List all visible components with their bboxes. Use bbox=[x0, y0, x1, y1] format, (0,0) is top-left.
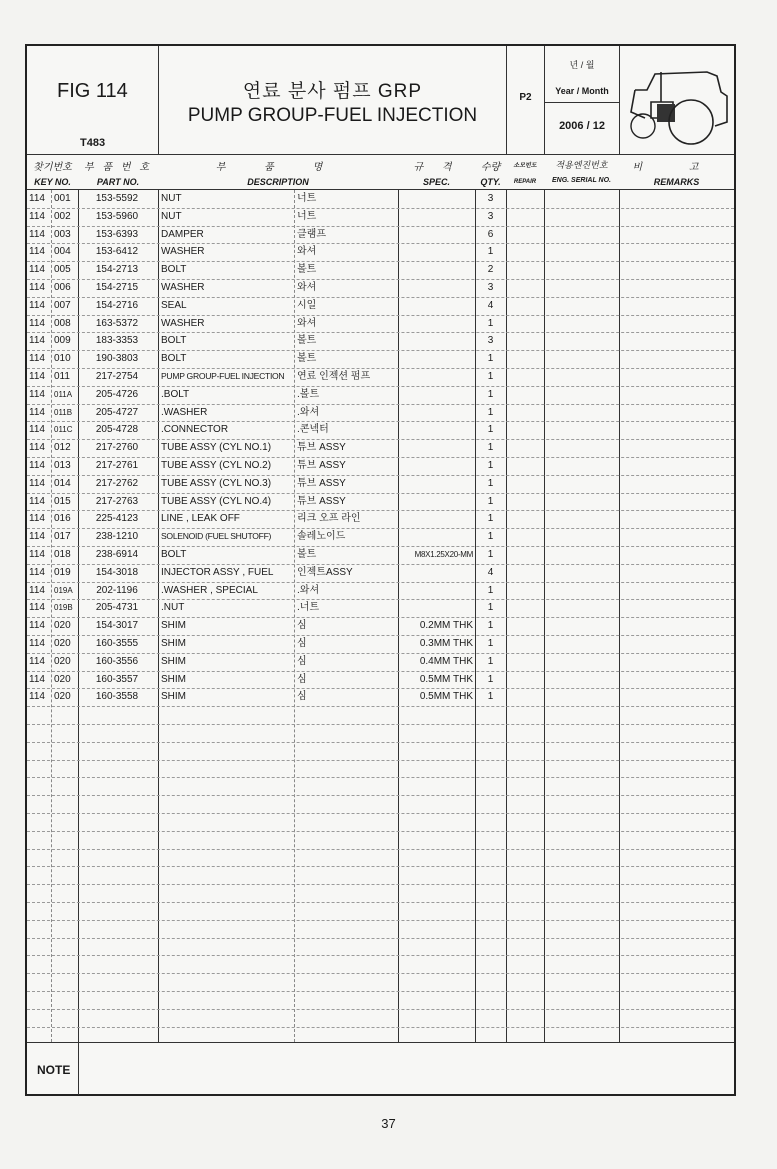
table-row bbox=[27, 421, 734, 439]
description-cell: BOLT bbox=[161, 335, 187, 347]
description-cell: .NUT bbox=[161, 602, 185, 614]
description-cell: BOLT bbox=[161, 264, 187, 276]
fig-cell: 114 bbox=[29, 531, 45, 543]
korean-name-cell: 인젝트ASSY bbox=[297, 566, 353, 578]
key-no-cell: 020 bbox=[54, 673, 71, 685]
fig-cell: 114 bbox=[29, 673, 45, 685]
korean-name-cell: .볼트 bbox=[297, 388, 320, 400]
description-cell: NUT bbox=[161, 210, 182, 222]
key-no-cell: 019 bbox=[54, 566, 71, 578]
key-no-cell: 014 bbox=[54, 477, 71, 489]
fig-cell: 114 bbox=[29, 620, 45, 632]
part-no-cell: 205-4726 bbox=[95, 388, 139, 400]
table-row bbox=[27, 190, 734, 208]
table-row bbox=[27, 493, 734, 511]
fig-cell: 114 bbox=[29, 282, 45, 293]
table-row bbox=[27, 510, 734, 528]
part-no-cell: 153-5592 bbox=[95, 193, 139, 204]
description-cell: WASHER bbox=[161, 317, 205, 329]
qty-cell: 1 bbox=[487, 424, 494, 436]
key-no-cell: 017 bbox=[54, 531, 71, 543]
part-no-cell: 217-2761 bbox=[95, 460, 139, 471]
table-row bbox=[27, 279, 734, 297]
qty-cell: 2 bbox=[487, 264, 494, 276]
part-no-cell: 160-3556 bbox=[95, 655, 139, 667]
col-qty-kr: 수량 bbox=[480, 162, 501, 173]
key-no-cell: 020 bbox=[54, 638, 71, 649]
qty-cell: 1 bbox=[487, 353, 494, 365]
title-korean: 연료 분사 펌프 GRP bbox=[242, 81, 423, 102]
col-repair-kr: 소모빈도 bbox=[513, 163, 537, 169]
fig-cell: 114 bbox=[29, 549, 45, 560]
col-desc-kr: 부 품 명 bbox=[215, 162, 341, 173]
fig-cell: 114 bbox=[29, 638, 45, 649]
table-row bbox=[27, 386, 734, 404]
key-no-cell: 006 bbox=[54, 282, 71, 293]
korean-name-cell: 심 bbox=[297, 673, 307, 685]
fig-cell: 114 bbox=[29, 335, 45, 347]
part-no-cell: 217-2754 bbox=[95, 371, 139, 382]
note-area bbox=[27, 1042, 734, 1094]
fig-cell: 114 bbox=[29, 691, 45, 703]
key-no-cell: 019A bbox=[54, 585, 73, 595]
part-no-cell: 160-3557 bbox=[95, 673, 139, 685]
key-no-cell: 002 bbox=[54, 210, 71, 222]
part-no-cell: 217-2760 bbox=[95, 442, 139, 454]
note-label: NOTE bbox=[37, 1063, 71, 1077]
key-no-cell: 018 bbox=[54, 549, 71, 560]
col-remarks-en: REMARKS bbox=[653, 177, 700, 187]
parts-list-sheet bbox=[25, 44, 736, 1096]
korean-name-cell: 튜브 ASSY bbox=[297, 477, 346, 489]
col-spec-en: SPEC. bbox=[422, 177, 450, 187]
model-code: T483 bbox=[80, 137, 106, 149]
column-header bbox=[27, 154, 734, 190]
col-spec-kr: 규 격 bbox=[413, 162, 460, 173]
korean-name-cell: 솔레노이드 bbox=[297, 531, 346, 543]
qty-cell: 4 bbox=[487, 299, 494, 311]
qty-cell: 3 bbox=[487, 335, 494, 347]
fig-cell: 114 bbox=[29, 602, 45, 614]
key-no-cell: 015 bbox=[54, 495, 71, 507]
key-no-cell: 001 bbox=[54, 193, 71, 204]
key-no-cell: 003 bbox=[54, 228, 71, 240]
table-row bbox=[27, 617, 734, 635]
qty-cell: 1 bbox=[487, 655, 494, 667]
korean-name-cell: 볼트 bbox=[297, 335, 317, 347]
title-block bbox=[27, 46, 734, 154]
part-no-cell: 154-3017 bbox=[95, 620, 139, 632]
qty-cell: 1 bbox=[487, 549, 494, 560]
korean-name-cell: 심 bbox=[297, 691, 307, 703]
qty-cell: 1 bbox=[487, 477, 494, 489]
spec-cell: 0.2MM THK bbox=[419, 620, 473, 632]
fig-cell: 114 bbox=[29, 495, 45, 507]
qty-cell: 3 bbox=[487, 210, 494, 222]
part-no-cell: 205-4731 bbox=[95, 602, 139, 614]
qty-cell: 1 bbox=[487, 584, 494, 596]
korean-name-cell: 심 bbox=[297, 638, 307, 649]
qty-cell: 1 bbox=[487, 406, 494, 418]
date-value: 2006 / 12 bbox=[559, 120, 605, 132]
qty-cell: 3 bbox=[487, 193, 494, 204]
table-row bbox=[27, 261, 734, 279]
korean-name-cell: 시일 bbox=[297, 299, 317, 311]
page-number: 37 bbox=[381, 1116, 396, 1131]
table-row bbox=[27, 635, 734, 653]
fig-cell: 114 bbox=[29, 424, 45, 436]
fig-cell: 114 bbox=[29, 299, 45, 311]
date-label-english: Year / Month bbox=[555, 86, 609, 96]
col-desc-en: DESCRIPTION bbox=[247, 177, 309, 187]
qty-cell: 4 bbox=[487, 566, 494, 578]
description-cell: SHIM bbox=[161, 655, 186, 667]
table-row bbox=[27, 528, 734, 546]
korean-name-cell: .콘넥터 bbox=[297, 424, 329, 436]
part-no-cell: 160-3555 bbox=[95, 638, 139, 649]
korean-name-cell: 볼트 bbox=[297, 549, 317, 560]
spec-cell: 0.5MM THK bbox=[419, 673, 473, 685]
part-no-cell: 160-3558 bbox=[95, 691, 139, 703]
table-row bbox=[27, 599, 734, 617]
fig-cell: 114 bbox=[29, 655, 45, 667]
korean-name-cell: 와셔 bbox=[297, 282, 317, 293]
part-no-cell: 205-4727 bbox=[95, 406, 139, 418]
description-cell: .CONNECTOR bbox=[161, 424, 229, 436]
korean-name-cell: 심 bbox=[297, 655, 307, 667]
description-cell: BOLT bbox=[161, 549, 187, 560]
key-no-cell: 020 bbox=[54, 655, 71, 667]
qty-cell: 1 bbox=[487, 317, 494, 329]
description-cell: SOLENOID (FUEL SHUTOFF) bbox=[161, 531, 272, 542]
description-cell: .WASHER bbox=[161, 406, 208, 418]
korean-name-cell: 튜브 ASSY bbox=[297, 495, 346, 507]
key-no-cell: 020 bbox=[54, 691, 71, 703]
table-row bbox=[27, 332, 734, 350]
description-cell: DAMPER bbox=[161, 228, 204, 240]
qty-cell: 1 bbox=[487, 620, 494, 632]
table-row bbox=[27, 243, 734, 261]
description-cell: PUMP GROUP-FUEL INJECTION bbox=[161, 371, 285, 381]
key-no-cell: 013 bbox=[54, 460, 71, 471]
fig-cell: 114 bbox=[29, 246, 45, 258]
table-row bbox=[27, 546, 734, 564]
korean-name-cell: .와셔 bbox=[297, 584, 320, 596]
korean-name-cell: 와셔 bbox=[297, 317, 317, 329]
korean-name-cell: 심 bbox=[297, 620, 307, 632]
table-row bbox=[27, 653, 734, 671]
spec-cell: M8X1.25X20-MM bbox=[414, 550, 473, 559]
description-cell: SEAL bbox=[161, 299, 187, 311]
col-repair-en: REPAIR bbox=[513, 179, 537, 185]
key-no-cell: 011A bbox=[54, 389, 73, 399]
fig-cell: 114 bbox=[29, 371, 45, 382]
col-serial-en: ENG. SERIAL NO. bbox=[552, 177, 611, 184]
key-no-cell: 009 bbox=[54, 335, 71, 347]
qty-cell: 1 bbox=[487, 388, 494, 400]
key-no-cell: 011B bbox=[54, 407, 73, 417]
part-no-cell: 238-1210 bbox=[95, 531, 139, 543]
description-cell: TUBE ASSY (CYL NO.4) bbox=[161, 495, 272, 507]
korean-name-cell: .너트 bbox=[297, 602, 320, 614]
qty-cell: 1 bbox=[487, 691, 494, 703]
korean-name-cell: 와셔 bbox=[297, 246, 317, 258]
spec-cell: 0.3MM THK bbox=[419, 638, 473, 649]
parts-table-body bbox=[27, 190, 734, 1042]
fig-cell: 114 bbox=[29, 477, 45, 489]
fig-cell: 114 bbox=[29, 513, 45, 525]
col-key-en: KEY NO. bbox=[34, 177, 71, 187]
table-row bbox=[27, 315, 734, 333]
key-no-cell: 016 bbox=[54, 513, 71, 525]
korean-name-cell: .와셔 bbox=[297, 406, 320, 418]
part-no-cell: 153-5960 bbox=[95, 210, 139, 222]
key-no-cell: 020 bbox=[54, 620, 71, 632]
qty-cell: 1 bbox=[487, 673, 494, 685]
fig-cell: 114 bbox=[29, 442, 45, 454]
key-no-cell: 011C bbox=[54, 425, 73, 435]
description-cell: .WASHER , SPECIAL bbox=[161, 584, 258, 596]
part-no-cell: 153-6412 bbox=[95, 246, 139, 258]
korean-name-cell: 튜브 ASSY bbox=[297, 460, 346, 471]
table-row bbox=[27, 368, 734, 386]
korean-name-cell: 볼트 bbox=[297, 353, 317, 365]
qty-cell: 1 bbox=[487, 513, 494, 525]
key-no-cell: 012 bbox=[54, 442, 71, 454]
part-no-cell: 154-2713 bbox=[95, 264, 139, 276]
korean-name-cell: 연료 인젝션 펌프 bbox=[297, 371, 371, 382]
description-cell: BOLT bbox=[161, 353, 187, 365]
qty-cell: 1 bbox=[487, 460, 494, 471]
description-cell: LINE , LEAK OFF bbox=[161, 513, 240, 525]
description-cell: SHIM bbox=[161, 620, 186, 632]
table-row bbox=[27, 226, 734, 244]
key-no-cell: 004 bbox=[54, 246, 71, 258]
fig-cell: 114 bbox=[29, 406, 45, 418]
description-cell: TUBE ASSY (CYL NO.2) bbox=[161, 460, 272, 471]
col-remarks-kr: 비 고 bbox=[632, 162, 721, 173]
description-cell: SHIM bbox=[161, 673, 186, 685]
fig-cell: 114 bbox=[29, 566, 45, 578]
korean-name-cell: 클램프 bbox=[297, 228, 326, 240]
key-no-cell: 011 bbox=[54, 371, 70, 382]
qty-cell: 1 bbox=[487, 602, 494, 614]
table-row bbox=[27, 439, 734, 457]
key-no-cell: 005 bbox=[54, 264, 71, 276]
page-code: P2 bbox=[519, 92, 532, 103]
key-no-cell: 019B bbox=[54, 603, 73, 613]
col-qty-en: QTY. bbox=[480, 177, 501, 187]
fig-cell: 114 bbox=[29, 317, 45, 329]
qty-cell: 6 bbox=[487, 228, 494, 240]
qty-cell: 3 bbox=[487, 282, 494, 293]
title-english: PUMP GROUP-FUEL INJECTION bbox=[187, 105, 478, 126]
description-cell: SHIM bbox=[161, 638, 186, 649]
korean-name-cell: 튜브 ASSY bbox=[297, 442, 346, 454]
part-no-cell: 154-2716 bbox=[95, 299, 139, 311]
table-row bbox=[27, 457, 734, 475]
part-no-cell: 217-2762 bbox=[95, 477, 139, 489]
part-no-cell: 190-3803 bbox=[95, 353, 139, 365]
qty-cell: 1 bbox=[487, 495, 494, 507]
part-no-cell: 205-4728 bbox=[95, 424, 139, 436]
fig-cell: 114 bbox=[29, 264, 45, 276]
description-cell: TUBE ASSY (CYL NO.1) bbox=[161, 442, 272, 454]
table-row bbox=[27, 208, 734, 226]
description-cell: SHIM bbox=[161, 691, 186, 703]
part-no-cell: 225-4123 bbox=[95, 513, 139, 525]
part-no-cell: 154-3018 bbox=[95, 566, 139, 578]
korean-name-cell: 너트 bbox=[297, 193, 317, 204]
table-row bbox=[27, 582, 734, 600]
part-no-cell: 217-2763 bbox=[95, 495, 139, 507]
col-serial-kr: 적용엔진번호 bbox=[555, 160, 608, 170]
fig-cell: 114 bbox=[29, 228, 45, 240]
qty-cell: 1 bbox=[487, 638, 494, 649]
korean-name-cell: 너트 bbox=[297, 210, 317, 222]
description-cell: TUBE ASSY (CYL NO.3) bbox=[161, 477, 272, 489]
tractor-icon bbox=[621, 52, 733, 148]
description-cell: WASHER bbox=[161, 246, 205, 258]
description-cell: INJECTOR ASSY , FUEL bbox=[161, 566, 274, 578]
qty-cell: 1 bbox=[487, 442, 494, 454]
fig-cell: 114 bbox=[29, 210, 45, 222]
key-no-cell: 010 bbox=[54, 353, 71, 365]
fig-cell: 114 bbox=[29, 353, 45, 365]
table-row bbox=[27, 350, 734, 368]
qty-cell: 1 bbox=[487, 246, 494, 258]
description-cell: NUT bbox=[161, 193, 182, 204]
fig-cell: 114 bbox=[29, 460, 45, 471]
part-no-cell: 202-1196 bbox=[96, 584, 138, 596]
figure-number: FIG 114 bbox=[57, 80, 128, 102]
date-label-korean: 년 / 월 bbox=[569, 60, 595, 70]
fig-cell: 114 bbox=[29, 584, 45, 596]
table-row bbox=[27, 404, 734, 422]
table-row bbox=[27, 671, 734, 689]
part-no-cell: 154-2715 bbox=[95, 282, 139, 293]
part-no-cell: 163-5372 bbox=[95, 317, 139, 329]
korean-name-cell: 리크 오프 라인 bbox=[297, 513, 361, 525]
key-no-cell: 008 bbox=[54, 317, 71, 329]
description-cell: WASHER bbox=[161, 282, 205, 293]
spec-cell: 0.5MM THK bbox=[419, 691, 473, 703]
table-row bbox=[27, 475, 734, 493]
col-part-en: PART NO. bbox=[96, 177, 140, 187]
part-no-cell: 183-3353 bbox=[95, 335, 139, 347]
korean-name-cell: 볼트 bbox=[297, 264, 317, 276]
spec-cell: 0.4MM THK bbox=[419, 655, 473, 667]
fig-cell: 114 bbox=[29, 388, 45, 400]
key-no-cell: 007 bbox=[54, 299, 71, 311]
qty-cell: 1 bbox=[487, 371, 494, 382]
description-cell: .BOLT bbox=[161, 388, 190, 400]
qty-cell: 1 bbox=[487, 531, 494, 543]
table-row bbox=[27, 564, 734, 582]
col-key-kr: 찾기번호 bbox=[33, 162, 72, 173]
col-part-kr: 부 품 번 호 bbox=[84, 162, 152, 173]
part-no-cell: 238-6914 bbox=[95, 549, 139, 560]
table-row bbox=[27, 297, 734, 315]
fig-cell: 114 bbox=[29, 193, 45, 204]
part-no-cell: 153-6393 bbox=[95, 228, 139, 240]
table-row bbox=[27, 688, 734, 706]
